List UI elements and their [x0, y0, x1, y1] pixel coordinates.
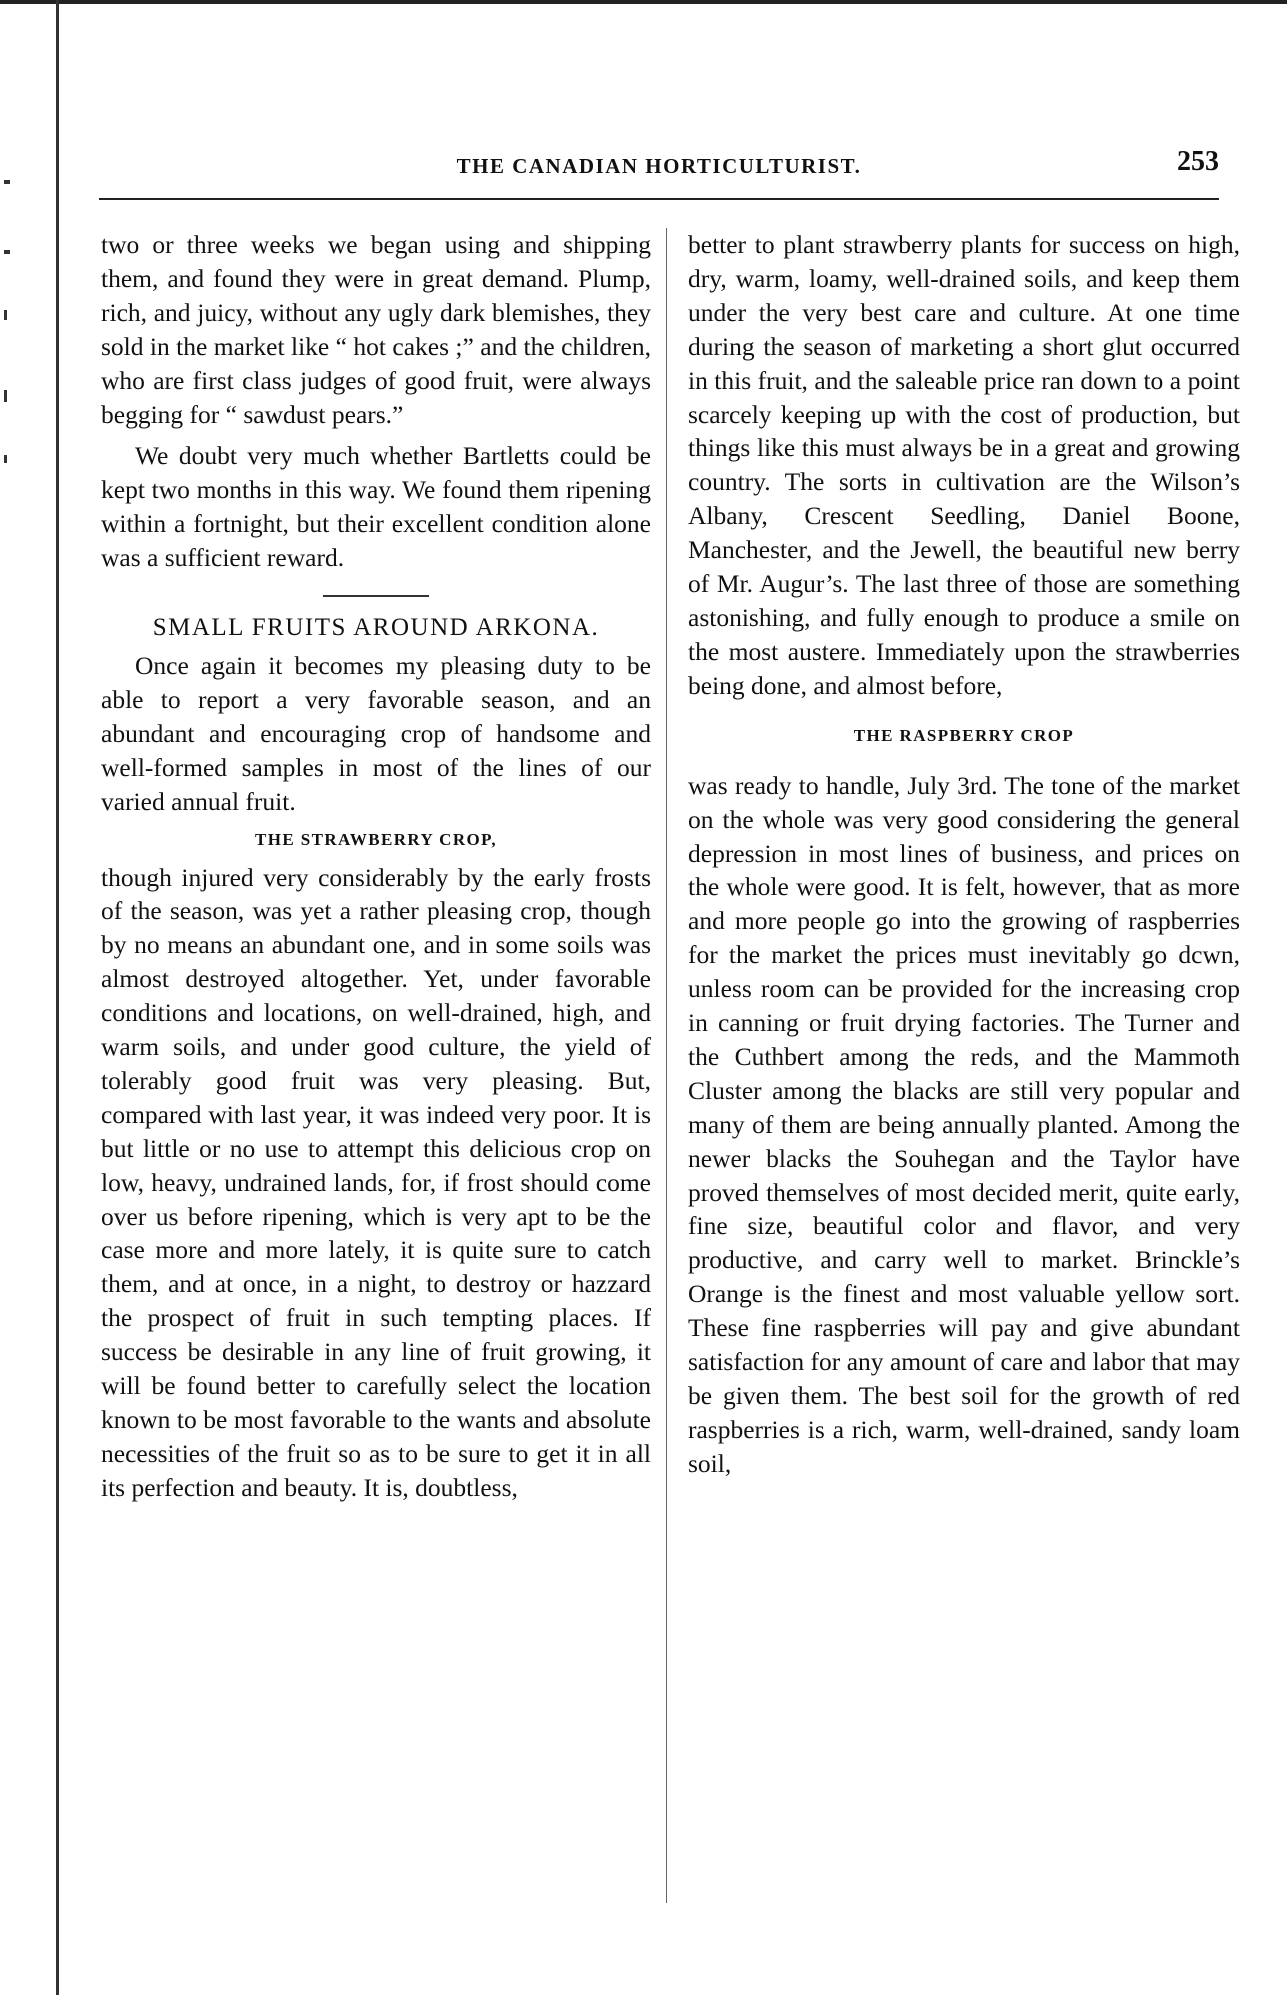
subheading: THE RASPBERRY CROP	[853, 725, 1075, 745]
column-rule	[666, 228, 667, 1903]
margin-mark	[4, 180, 10, 184]
running-title: THE CANADIAN HORTICULTURIST.	[456, 154, 862, 178]
paragraph: We doubt very much whether Bartletts could be kept two months in this way. We found them ripening within a fortnight, but their excellent condition alone was a sufficient reward.	[101, 441, 651, 573]
margin-mark	[4, 455, 7, 463]
paragraph: Once again it becomes my pleasing duty to be able to report a very favorable season, and an abundant and encouraging crop of handsome and well-formed samples in most of the lines of our varied annual fruit.	[101, 650, 651, 816]
subheading: THE STRAWBERRY CROP,	[255, 829, 497, 849]
paragraph: though injured very considerably by the early frosts of the season, was yet a rather pleasing crop, though by no means an abundant one, and in some soils was almost destroyed altogether. Yet, under favorable conditions and locations, on well-drained, high, and warm soils, and under good culture, the yield of tolerably good fruit was very pleasing. But, compared with last year, it was indeed very poor. It is but little or no use to attempt this delicious crop on low, heavy, undrained lands, for, if frost should come over us before ripening, which is very apt to be the case more and more lately, it is quite sure to catch them, and at once, in a night, to destroy or hazzard the prospect of fruit in such tempting places. If success be desirable in any line of fruit growing, it will be found better to carefully select the location known to be most favorable to the wants and absolute necessities of the fruit so as to be sure to get it in all its perfection and beauty. It is, doubtless,	[101, 862, 651, 1502]
section-divider	[323, 595, 429, 597]
paragraph: was ready to handle, July 3rd. The tone of the market on the whole was very good considering the general depression in most lines of business, and prices on the whole were good. It is felt, however, that as more and more people go into the growing of raspberries for the market the prices must inevitably go dcwn, unless room can be provided for the increasing crop in canning or fruit drying factories. The Turner and the Cuthbert among the reds, and the Mammoth Cluster among the blacks are still very popular and many of them are being annually planted. Among the newer blacks the Souhegan and the Taylor have proved themselves of most decided merit, quite early, fine size, beautiful color and flavor, and very productive, and carry well to market. Brinckle’s Orange is the finest and most valuable yellow sort. These fine raspberries will pay and give abundant satisfaction for any amount of care and labor that may be given them. The best soil for the growth of red raspberries is a rich, warm, well-drained, sandy loam soil,	[688, 770, 1240, 1478]
margin-mark	[4, 390, 7, 402]
header-rule	[99, 198, 1219, 200]
paragraph: two or three weeks we began using and shipping them, and found they were in great demand. Plump, rich, and juicy, without any ugly dark blemishes, they sold in the market like “ hot cakes ;” and the children, who are first class judges of good fruit, were always begging for “ sawdust pears.”	[101, 230, 651, 429]
paragraph: better to plant strawberry plants for success on high, dry, warm, loamy, well-drained soils, and keep them under the very best care and culture. At one time during the season of marketing a short glut occurred in this fruit, and the saleable price ran down to a point scarcely keeping up with the cost of production, but things like this must always be in a great and growing country. The sorts in cultivation are the Wilson’s Albany, Crescent Seedling, Daniel Boone, Manchester, and the Jewell, the beautiful new berry of Mr. Augur’s. The last three of those are something astonishing, and fully enough to produce a smile on the most austere. Immediately upon the strawberries being done, and almost before,	[688, 230, 1240, 700]
running-head	[99, 146, 1219, 186]
scan-top-edge	[0, 0, 1287, 4]
scan-left-edge	[56, 0, 59, 1995]
left-column	[101, 228, 651, 1505]
page-number: 253	[1177, 146, 1219, 177]
margin-mark	[4, 250, 10, 254]
right-column	[688, 228, 1240, 1481]
margin-mark	[4, 310, 7, 320]
section-heading: SMALL FRUITS AROUND ARKONA.	[152, 614, 600, 642]
